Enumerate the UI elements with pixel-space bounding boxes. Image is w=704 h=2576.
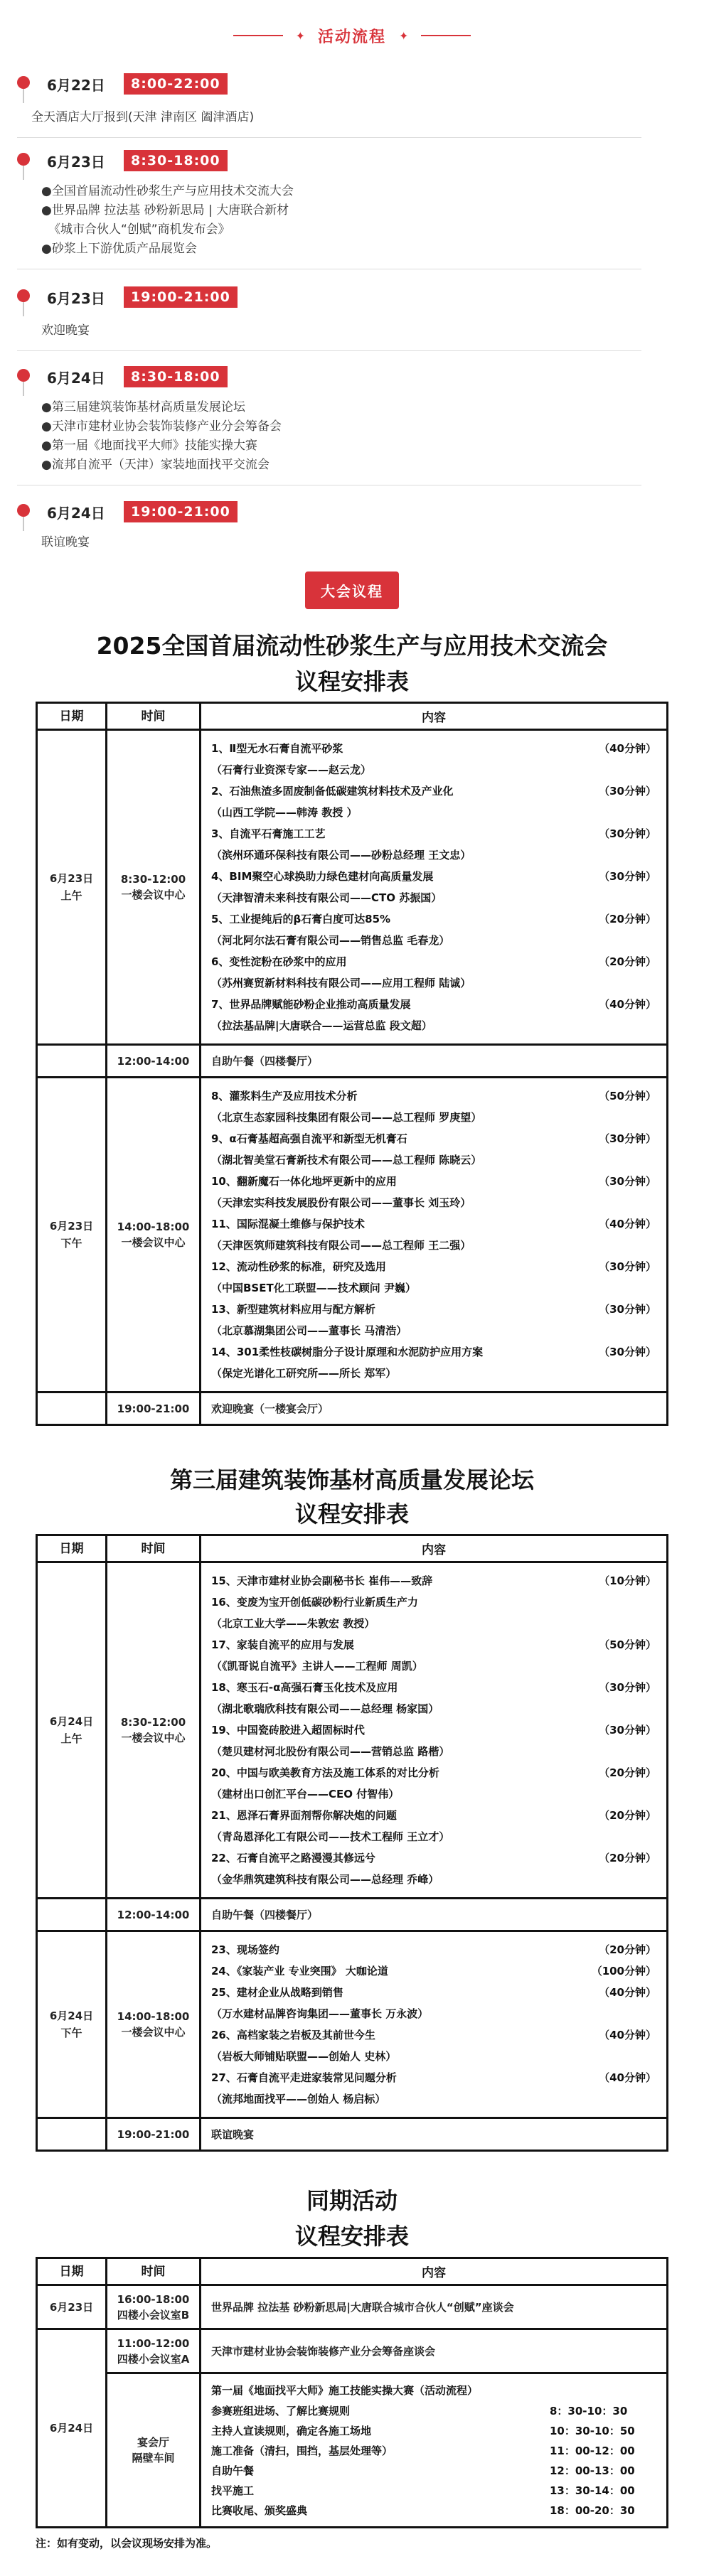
agenda-item: 11、国际混凝土维修与保护技术 （40分钟） xyxy=(211,1218,656,1230)
flow-date: 6月23日 xyxy=(47,289,105,307)
time-cell: 19:00-21:00 xyxy=(107,1392,201,1425)
agenda-speaker: （青岛恩泽化工有限公司——技术工程师 王立才） xyxy=(211,1830,450,1843)
contest-heading: 第一届《地面找平大师》施工技能实操大赛（活动流程） xyxy=(211,2384,479,2397)
agenda-speaker: （苏州赛贸新材料科技有限公司——应用工程师 陆诚） xyxy=(211,977,471,989)
content-cell xyxy=(201,1078,668,1392)
agenda-speaker: （建材出口创汇平台——CEO 付智伟） xyxy=(211,1788,400,1800)
col-date-header: 日期 xyxy=(37,1535,107,1562)
agenda-item: 27、石膏自流平走进家装常见问题分析 （40分钟） xyxy=(211,2071,656,2084)
flow-desc xyxy=(17,533,704,552)
content-cell xyxy=(201,730,668,1045)
date-cell xyxy=(37,1078,107,1392)
date-cell xyxy=(37,730,107,1045)
timeline-dot xyxy=(17,289,30,302)
timeline-dot xyxy=(17,76,30,89)
agenda-item: 3、自流平石膏施工工艺 （30分钟） xyxy=(211,827,656,840)
date-text: 6月23日 xyxy=(49,872,94,885)
flow-title-text: 活动流程 xyxy=(317,28,386,46)
agenda-item: 26、高档家装之岩板及其前世今生 （40分钟） xyxy=(211,2029,656,2041)
conf2-title: 第三届建筑装饰基材高质量发展论坛 xyxy=(169,1466,534,1493)
flow-line: ●世界品牌 拉法基 砂粉新思局 | 大唐联合新材 xyxy=(41,203,289,218)
flow-line: 联谊晚宴 xyxy=(41,535,90,549)
flow-line: ●全国首届流动性砂浆生产与应用技术交流大会 xyxy=(41,184,294,198)
table-row xyxy=(37,1045,668,1078)
agenda-speaker: （中国BSET化工联盟——技术顾问 尹巍） xyxy=(211,1282,416,1294)
place-text: 四楼小会议室A xyxy=(117,2352,190,2366)
agenda-item: 13、新型建筑材料应用与配方解析 （30分钟） xyxy=(211,1303,656,1316)
side-events-subtitle: 议程安排表 xyxy=(294,2223,409,2250)
date-cell: 6月23日 xyxy=(37,2285,107,2329)
side-events-table xyxy=(36,2257,668,2528)
flow-time-badge: 19:00-21:00 xyxy=(124,501,238,522)
empty-cell xyxy=(37,1045,107,1078)
content-cell xyxy=(201,1562,668,1899)
agenda-item: 10、翻新魔石一体化地坪更新中的应用 （30分钟） xyxy=(211,1175,656,1188)
conf1-title: 2025全国首届流动性砂浆生产与应用技术交流会 xyxy=(96,632,608,660)
content-cell: 天津市建材业协会装饰装修产业分会筹备座谈会 xyxy=(201,2329,668,2373)
flow-line: 欢迎晚宴 xyxy=(41,323,90,338)
schedule-row: 自助午餐 12：00-13：00 xyxy=(211,2464,635,2477)
timeline-connector xyxy=(23,166,24,180)
agenda-item: 8、灌浆料生产及应用技术分析 （50分钟） xyxy=(211,1090,656,1102)
flow-date: 6月24日 xyxy=(47,369,105,387)
flow-time-badge: 8:30-18:00 xyxy=(124,150,228,171)
time-cell: 12:00-14:00 xyxy=(107,1899,201,1931)
table-row xyxy=(37,2118,668,2151)
content-cell: 世界品牌 拉法基 砂粉新思局|大唐联合城市合伙人“创赋”座谈会 xyxy=(201,2285,668,2329)
time-cell xyxy=(107,2329,201,2373)
agenda-speaker: （保定光谱化工研究所——所长 郑军） xyxy=(211,1367,397,1380)
agenda-item: 12、流动性砂浆的标准，研究及选用 （30分钟） xyxy=(211,1260,656,1273)
time-text: 11:00-12:00 xyxy=(117,2336,190,2350)
timeline-dot xyxy=(17,153,30,166)
flow-timeline xyxy=(0,54,704,549)
col-content-header: 内容 xyxy=(201,1535,668,1562)
agenda-item: 17、家装自流平的应用与发展 （50分钟） xyxy=(211,1638,656,1651)
dinner-cell: 欢迎晚宴（一楼宴会厅） xyxy=(201,1392,668,1425)
time-cell xyxy=(107,730,201,1045)
table-row xyxy=(37,1562,668,1899)
time-cell: 12:00-14:00 xyxy=(107,1045,201,1078)
agenda-item: 24、《家装产业 专业突围》 大咖论道 （100分钟） xyxy=(211,1965,656,1977)
conf1-agenda-table xyxy=(36,702,668,1426)
agenda-item: 4、BIM聚空心球换助力绿色建材向高质量发展 （30分钟） xyxy=(211,870,656,883)
flow-title xyxy=(0,0,704,54)
empty-cell xyxy=(37,1899,107,1931)
diamond-icon: ✦ xyxy=(399,28,409,43)
agenda-speaker: （北京生态家园科技集团有限公司——总工程师 罗庚望） xyxy=(211,1111,482,1124)
dinner-cell: 联谊晚宴 xyxy=(201,2118,668,2151)
schedule-row: 主持人宣读规则，确定各施工场地 10：30-10：50 xyxy=(211,2425,635,2437)
place-text: 四楼小会议室B xyxy=(117,2308,190,2322)
place-text: 宴会厅 xyxy=(137,2436,169,2449)
time-cell xyxy=(107,2373,201,2528)
agenda-item: 6、变性淀粉在砂浆中的应用 （20分钟） xyxy=(211,955,656,968)
flow-line: ●流邦自流平（天津）家装地面找平交流会 xyxy=(41,458,270,472)
agenda-speaker: （天津智清未来科技有限公司——CTO 苏振国） xyxy=(211,891,442,904)
period-text: 上午 xyxy=(60,889,82,902)
conference-badge: 大会议程 xyxy=(305,571,399,609)
agenda-item: 20、中国与欧美教育方法及施工体系的对比分析 （20分钟） xyxy=(211,1766,656,1779)
agenda-speaker: （天津医筑师建筑科技有限公司——总工程师 王二强） xyxy=(211,1239,471,1252)
flow-date: 6月24日 xyxy=(47,504,105,522)
flow-line: ●第三届建筑装饰基材高质量发展论坛 xyxy=(41,400,245,414)
agenda-speaker: （万水建材品牌咨询集团——董事长 万永波） xyxy=(211,2007,429,2020)
lunch-cell: 自助午餐（四楼餐厅） xyxy=(201,1045,668,1078)
timeline-dot xyxy=(17,369,30,382)
timeline-item xyxy=(17,267,704,347)
agenda-speaker: （《凯哥说自流平》主讲人——工程师 周凯） xyxy=(211,1660,423,1673)
table-row xyxy=(37,1392,668,1425)
date-cell xyxy=(37,1931,107,2118)
agenda-speaker: （岩板大师铺贴联盟——创始人 史林） xyxy=(211,2050,397,2063)
agenda-item: 21、恩泽石膏界面剂帮你解决炮的问题 （20分钟） xyxy=(211,1809,656,1822)
period-text: 下午 xyxy=(60,2027,82,2039)
agenda-speaker: （北京慕湖集团公司——董事长 马清浩） xyxy=(211,1324,407,1337)
flow-desc xyxy=(17,182,704,259)
table-row xyxy=(37,1899,668,1931)
agenda-item: 22、石膏自流平之路漫漫其修远兮 （20分钟） xyxy=(211,1852,656,1864)
timeline-connector xyxy=(23,302,24,316)
agenda-speaker: （湖北歌瑞欣科技有限公司——总经理 杨家国） xyxy=(211,1702,439,1715)
footnote: 注：如有变动，以会议现场安排为准。 xyxy=(36,2537,218,2550)
agenda-speaker: （湖北智美堂石膏新技术有限公司——总工程师 陈晓云） xyxy=(211,1154,482,1166)
flow-date: 6月23日 xyxy=(47,153,105,171)
diamond-icon: ✦ xyxy=(295,28,305,43)
flow-desc xyxy=(17,398,704,475)
time-text: 8:30-12:00 xyxy=(120,1716,186,1729)
period-text: 上午 xyxy=(60,1732,82,1745)
table-row xyxy=(37,2373,668,2528)
col-time-header: 时间 xyxy=(107,2258,201,2285)
timeline-connector xyxy=(23,89,24,103)
flow-desc xyxy=(17,321,704,340)
flow-time-badge: 8:30-18:00 xyxy=(124,366,228,387)
time-text: 14:00-18:00 xyxy=(117,2010,190,2023)
agenda-speaker: （河北阿尔法石膏有限公司——销售总监 毛春龙） xyxy=(211,934,450,947)
col-date-header: 日期 xyxy=(37,2258,107,2285)
schedule-row: 参赛班组进场、了解比赛规则 8：30-10：30 xyxy=(211,2405,628,2417)
date-text: 6月24日 xyxy=(49,2009,94,2022)
empty-cell xyxy=(37,1392,107,1425)
flow-line: ●砂浆上下游优质产品展览会 xyxy=(41,242,197,256)
time-cell: 19:00-21:00 xyxy=(107,2118,201,2151)
agenda-speaker: （流邦地面找平——创始人 杨启标） xyxy=(211,2093,386,2105)
place-text: 一楼会议中心 xyxy=(121,1732,186,1744)
table-header-row xyxy=(37,2258,668,2285)
title-line-left xyxy=(233,35,283,36)
agenda-speaker: （金华鼎筑建筑科技有限公司——总经理 乔峰） xyxy=(211,1873,439,1886)
flow-line: 《城市合伙人“创赋”商机发布会》 xyxy=(48,222,230,237)
side-events-title: 同期活动 xyxy=(306,2187,398,2214)
schedule-row: 找平施工 13：30-14：00 xyxy=(211,2484,635,2497)
agenda-speaker: （滨州环通环保科技有限公司——砂粉总经理 王文忠） xyxy=(211,849,471,862)
time-text: 8:30-12:00 xyxy=(120,873,186,886)
place-text: 一楼会议中心 xyxy=(121,2026,186,2039)
conference-badge-wrap xyxy=(0,571,704,609)
flow-date: 6月22日 xyxy=(47,76,105,94)
table-row xyxy=(37,730,668,1045)
agenda-item: 7、世界品牌赋能砂粉企业推动高质量发展 （40分钟） xyxy=(211,998,656,1011)
table-row xyxy=(37,1931,668,2118)
agenda-item: 14、301柔性枝碳树脂分子设计原理和水泥防护应用方案 （30分钟） xyxy=(211,1346,656,1358)
agenda-item: 16、变废为宝开创低碳砂粉行业新质生产力 xyxy=(211,1596,418,1609)
agenda-item: 5、工业提纯后的β石膏白度可达85% （20分钟） xyxy=(211,913,656,925)
empty-cell xyxy=(37,2118,107,2151)
place-text: 一楼会议中心 xyxy=(121,889,186,901)
time-cell xyxy=(107,2285,201,2329)
agenda-item: 19、中国瓷砖胶进入超固标时代 （30分钟） xyxy=(211,1724,656,1737)
flow-time-badge: 8:00-22:00 xyxy=(124,73,228,95)
place-text: 一楼会议中心 xyxy=(121,1236,186,1249)
table-header-row xyxy=(37,1535,668,1562)
flow-desc xyxy=(31,108,704,127)
date-text: 6月24日 xyxy=(49,1715,94,1728)
table-row xyxy=(37,2285,668,2329)
date-cell xyxy=(37,1562,107,1899)
time-cell xyxy=(107,1078,201,1392)
content-cell xyxy=(201,1931,668,2118)
conf2-subtitle: 议程安排表 xyxy=(294,1501,409,1528)
col-content-header: 内容 xyxy=(201,2258,668,2285)
agenda-speaker: （拉法基品牌|大唐联合——运营总监 段文超） xyxy=(211,1019,432,1032)
schedule-row: 比赛收尾、颁奖盛典 18：00-20：30 xyxy=(211,2504,635,2517)
agenda-speaker: （楚贝建材河北股份有限公司——营销总监 路楷） xyxy=(211,1745,450,1758)
agenda-speaker: （石膏行业资深专家——赵云龙） xyxy=(211,763,372,776)
timeline-item xyxy=(17,347,704,483)
schedule-row: 施工准备（清扫，围挡，基层处理等） 11：00-12：00 xyxy=(211,2444,635,2457)
period-text: 下午 xyxy=(60,1237,82,1250)
col-time-header: 时间 xyxy=(107,703,201,730)
timeline-connector xyxy=(23,517,24,531)
table-row xyxy=(37,2329,668,2373)
agenda-item: 2、石油焦渣多固废制备低碳建筑材料技术及产业化 （30分钟） xyxy=(211,785,656,798)
timeline-item xyxy=(17,54,704,132)
place-text: 隔壁车间 xyxy=(132,2452,175,2464)
agenda-item: 18、寒玉石-α高强石膏玉化技术及应用 （30分钟） xyxy=(211,1681,656,1694)
col-content-header: 内容 xyxy=(201,703,668,730)
flow-time-badge: 19:00-21:00 xyxy=(124,286,238,308)
agenda-speaker: （山西工学院——韩涛 教授 ） xyxy=(211,806,358,819)
col-time-header: 时间 xyxy=(107,1535,201,1562)
date-text: 6月23日 xyxy=(49,1220,94,1233)
flow-line: ●第一届《地面找平大师》技能实操大赛 xyxy=(41,439,257,453)
timeline-dot xyxy=(17,504,30,517)
time-text: 14:00-18:00 xyxy=(117,1220,190,1233)
timeline-item xyxy=(17,132,704,267)
timeline-connector xyxy=(23,382,24,396)
agenda-item: 23、现场签约 （20分钟） xyxy=(211,1943,656,1956)
conf1-subtitle: 议程安排表 xyxy=(294,668,409,695)
agenda-item: 1、Ⅱ型无水石膏自流平砂浆 （40分钟） xyxy=(211,742,656,755)
agenda-speaker: （北京工业大学——朱敦宏 教授） xyxy=(211,1617,375,1630)
col-date-header: 日期 xyxy=(37,703,107,730)
agenda-speaker: （天津宏实科技发展股份有限公司——董事长 刘玉玲） xyxy=(211,1196,471,1209)
table-row xyxy=(37,1078,668,1392)
title-line-right xyxy=(421,35,471,36)
time-cell xyxy=(107,1562,201,1899)
table-header-row xyxy=(37,703,668,730)
time-cell xyxy=(107,1931,201,2118)
agenda-item: 25、建材企业从战略到销售 （40分钟） xyxy=(211,1986,656,1999)
agenda-item: 9、α石膏基超高强自流平和新型无机膏石 （30分钟） xyxy=(211,1132,656,1145)
date-cell: 6月24日 xyxy=(37,2329,107,2528)
agenda-item: 15、天津市建材业协会副秘书长 崔伟——致辞 （10分钟） xyxy=(211,1574,656,1587)
lunch-cell: 自助午餐（四楼餐厅） xyxy=(201,1899,668,1931)
flow-line: 全天酒店大厅报到(天津 津南区 阖津酒店) xyxy=(31,110,255,124)
conf2-agenda-table xyxy=(36,1534,668,2152)
time-text: 16:00-18:00 xyxy=(117,2292,190,2306)
flow-line: ●天津市建材业协会装饰装修产业分会筹备会 xyxy=(41,419,282,434)
timeline-item xyxy=(17,483,704,549)
content-cell xyxy=(201,2373,668,2528)
